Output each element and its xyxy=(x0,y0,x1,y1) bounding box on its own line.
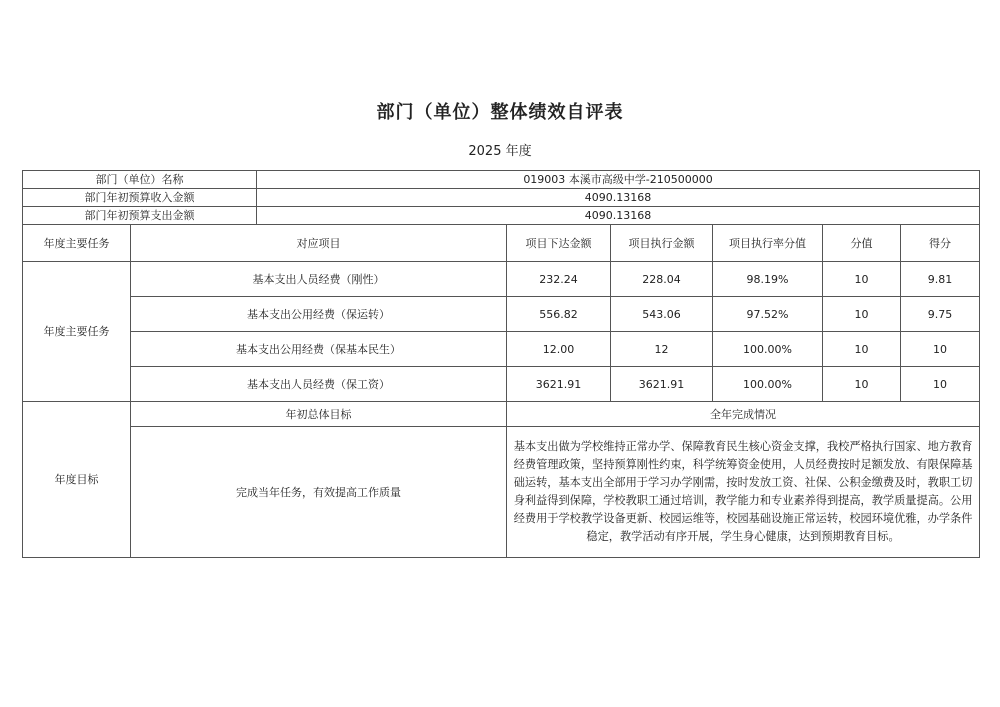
goal-label: 年度目标 xyxy=(23,402,131,558)
task-score: 10 xyxy=(823,367,901,402)
task-executed: 543.06 xyxy=(611,297,713,332)
task-got: 9.81 xyxy=(901,262,980,297)
task-rate: 97.52% xyxy=(713,297,823,332)
got-header: 得分 xyxy=(901,225,980,262)
rate-header: 项目执行率分值 xyxy=(713,225,823,262)
unit-name-value: 019003 本溪市高级中学-210500000 xyxy=(257,171,980,189)
performance-table xyxy=(22,170,980,558)
task-score: 10 xyxy=(823,297,901,332)
task-got: 9.75 xyxy=(901,297,980,332)
task-item: 基本支出人员经费（保工资） xyxy=(131,367,507,402)
task-rate: 100.00% xyxy=(713,332,823,367)
allocated-header: 项目下达金额 xyxy=(507,225,611,262)
expense-label: 部门年初预算支出金额 xyxy=(23,207,257,225)
task-allocated: 3621.91 xyxy=(507,367,611,402)
expense-value: 4090.13168 xyxy=(257,207,980,225)
task-allocated: 556.82 xyxy=(507,297,611,332)
item-header: 对应项目 xyxy=(131,225,507,262)
task-score: 10 xyxy=(823,332,901,367)
task-executed: 12 xyxy=(611,332,713,367)
unit-name-label: 部门（单位）名称 xyxy=(23,171,257,189)
info-row-name xyxy=(23,171,980,189)
task-item: 基本支出公用经费（保运转） xyxy=(131,297,507,332)
task-executed: 3621.91 xyxy=(611,367,713,402)
info-row-expense xyxy=(23,207,980,225)
task-allocated: 12.00 xyxy=(507,332,611,367)
income-value: 4090.13168 xyxy=(257,189,980,207)
score-header: 分值 xyxy=(823,225,901,262)
task-item: 基本支出人员经费（刚性） xyxy=(131,262,507,297)
task-executed: 228.04 xyxy=(611,262,713,297)
completion-value: 基本支出做为学校维持正常办学、保障教育民生核心资金支撑，我校严格执行国家、地方教育经费管理政策，坚持预算刚性约束，科学统筹资金使用，人员经费按时足额发放、有限保障基础运转，基本支出全部用于学习办学刚需，按时发放工资、社保、公积金缴费及时，教职工切身利益得到保障，学校教职工通过培训，教学能力和专业素养得到提高，教学质量提高。公用经费用于学校教学设备更新、校园运维等，校园基础设施正常运转，校园环境优雅，办学条件稳定，教学活动有序开展，学生身心健康，达到预期教育目标。 xyxy=(507,427,980,558)
initial-goal-header: 年初总体目标 xyxy=(131,402,507,427)
goal-row xyxy=(23,427,980,558)
task-row xyxy=(23,262,980,297)
task-rate: 98.19% xyxy=(713,262,823,297)
task-item: 基本支出公用经费（保基本民生） xyxy=(131,332,507,367)
form-title: 部门（单位）整体绩效自评表 xyxy=(376,102,624,123)
task-row xyxy=(23,332,980,367)
task-row xyxy=(23,297,980,332)
task-group-label: 年度主要任务 xyxy=(23,262,131,402)
task-header-row xyxy=(23,225,980,262)
task-row xyxy=(23,367,980,402)
goal-header-row xyxy=(23,402,980,427)
form-year: 2025 年度 xyxy=(468,144,532,159)
executed-header: 项目执行金额 xyxy=(611,225,713,262)
task-got: 10 xyxy=(901,332,980,367)
completion-header: 全年完成情况 xyxy=(507,402,980,427)
task-allocated: 232.24 xyxy=(507,262,611,297)
income-label: 部门年初预算收入金额 xyxy=(23,189,257,207)
task-got: 10 xyxy=(901,367,980,402)
task-score: 10 xyxy=(823,262,901,297)
info-row-income xyxy=(23,189,980,207)
initial-goal-value: 完成当年任务，有效提高工作质量 xyxy=(131,427,507,558)
task-rate: 100.00% xyxy=(713,367,823,402)
task-category-header: 年度主要任务 xyxy=(23,225,131,262)
